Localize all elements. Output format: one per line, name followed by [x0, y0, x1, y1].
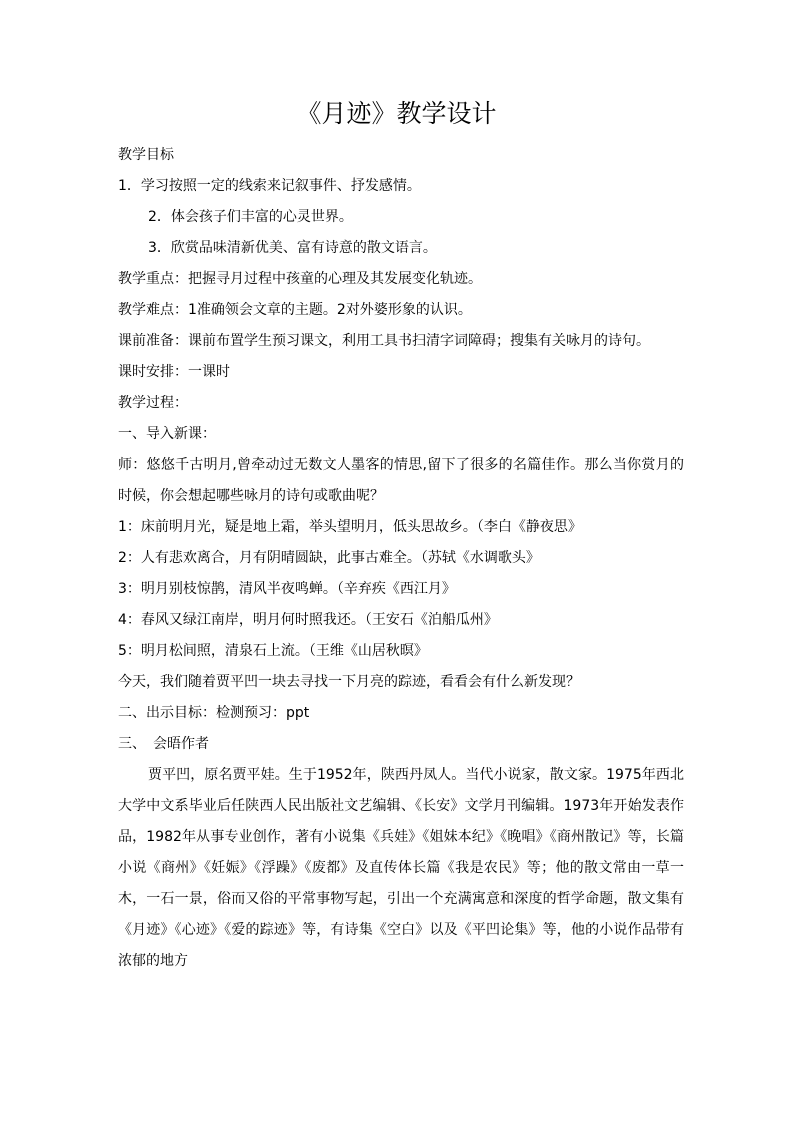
section3-heading: 三、 会晤作者	[118, 736, 209, 752]
difficulty: 教学难点：1准确领会文章的主题。2对外婆形象的认识。	[118, 302, 472, 318]
document-title: 《月迹》教学设计	[296, 99, 497, 128]
poem-item: 5：明月松间照，清泉石上流。（王维《山居秋暝》	[118, 643, 428, 659]
section1-heading: 一、导入新课：	[118, 426, 216, 442]
teacher-intro: 师：悠悠千古明月,曾牵动过无数文人墨客的情思,留下了很多的名篇佳作。那么当你赏月的时候，你会想起哪些咏月的诗句或歌曲呢？	[118, 457, 684, 504]
section2-heading: 二、出示目标：检测预习：ppt	[118, 705, 310, 721]
goal-item: 3．欣赏品味清新优美、富有诗意的散文语言。	[148, 240, 437, 256]
poem-item: 3：明月别枝惊鹊，清风半夜鸣蝉。（辛弃疾《西江月》	[118, 581, 456, 597]
author-paragraph: 贾平凹，原名贾平娃。生于1952年，陕西丹凤人。当代小说家，散文家。1975年西北大学中文系毕业后任陕西人民出版社文艺编辑、《长安》文学月刊编辑。1973年开始发表作品，1982年从事专业创作，著有小说集《兵娃》《姐妹本纪》《晚唱》《商州散记》等，长篇小说《商州》《妊娠》《浮躁》《废都》及直传体长篇《我是农民》等；他的散文常由一草一木，一石一景，俗而又俗的平常事物写起，引出一个充满寓意和深度的哲学命题，散文集有《月迹》《心迹》《爱的踪迹》等，有诗集《空白》以及《平凹论集》等，他的小说作品带有浓郁的地方	[118, 767, 684, 969]
today-line: 今天，我们随着贾平凹一块去寻找一下月亮的踪迹，看看会有什么新发现？	[118, 674, 580, 690]
poem-item: 4：春风又绿江南岸，明月何时照我还。（王安石《泊船瓜州》	[118, 612, 498, 628]
process-heading: 教学过程：	[118, 395, 188, 411]
poem-item: 2：人有悲欢离合，月有阴晴圆缺，此事古难全。（苏轼《水调歌头》	[118, 550, 540, 566]
key-point: 教学重点：把握寻月过程中孩童的心理及其发展变化轨迹。	[118, 271, 482, 287]
preparation: 课前准备：课前布置学生预习课文，利用工具书扫清字词障碍；搜集有关咏月的诗句。	[118, 333, 650, 349]
goal-item: 1．学习按照一定的线索来记叙事件、抒发感情。	[118, 178, 421, 194]
goals-heading: 教学目标	[118, 147, 174, 163]
schedule: 课时安排：一课时	[118, 364, 230, 380]
document-body	[118, 140, 684, 977]
goal-item: 2．体会孩子们丰富的心灵世界。	[148, 209, 353, 225]
poem-item: 1：床前明月光，疑是地上霜，举头望明月，低头思故乡。（李白《静夜思》	[118, 519, 582, 535]
